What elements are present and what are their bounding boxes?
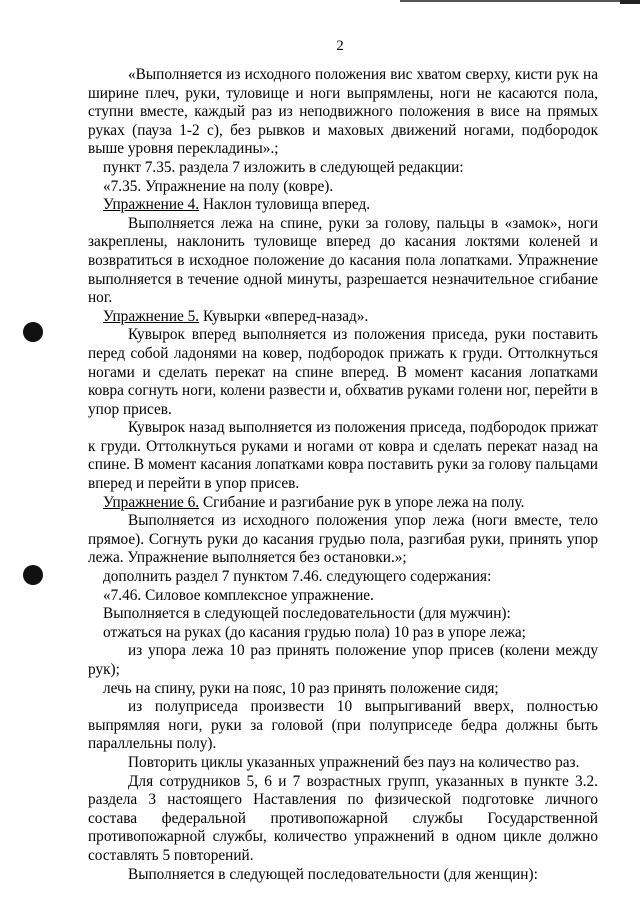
paragraph: Выполняется в следующей последовательности (для женщин): xyxy=(128,865,538,883)
paragraph: лечь на спину, руки на пояс, 10 раз принять положение сидя; xyxy=(103,679,499,697)
exercise-title: Сгибание и разгибание рук в упоре лежа на полу. xyxy=(199,493,525,511)
paragraph: из упора лежа 10 раз принять положение упор присев (колени между рук); xyxy=(88,642,598,678)
page-number: 2 xyxy=(336,38,344,54)
punch-hole-icon xyxy=(23,322,43,342)
exercise-heading xyxy=(88,494,598,513)
paragraph: Кувырок назад выполняется из положения приседа, подбородок прижат к груди. Оттолкнуться руками и ногами от ковра и сделать перекат назад на спине. В момент касания лопатками ковра поставить руки за голову пальцами вперед и перейти в упор присев. xyxy=(88,419,598,493)
scan-edge-line xyxy=(400,0,640,2)
exercise-heading xyxy=(88,308,598,327)
paragraph: Выполняется из исходного положения упор лежа (ноги вместе, тело прямое). Согнуть руки до касания грудью пола, разгибая руки, принять упор лежа. Упражнение выполняется без остановки.»; xyxy=(88,512,598,567)
paragraph: Повторить циклы указанных упражнений без пауз на количество раз. xyxy=(128,753,580,771)
exercise-number: Упражнение 4. xyxy=(103,196,200,214)
paragraph: «7.46. Силовое комплексное упражнение. xyxy=(103,586,374,604)
scan-edge-mark xyxy=(620,0,640,4)
paragraph: дополнить раздел 7 пунктом 7.46. следующего содержания: xyxy=(103,568,492,586)
document-body xyxy=(88,66,598,884)
paragraph: Кувырок вперед выполняется из положения приседа, руки поставить перед собой ладонями на ковер, подбородок прижать к груди. Оттолкнуться ногами и сделать перекат на спине вперед. В момент касания лопатками ковра согнуть ноги, колени развести и, обхватив руками голени ног, перейти в упор присев. xyxy=(88,326,598,418)
paragraph: «7.35. Упражнение на полу (ковре). xyxy=(103,177,334,195)
paragraph: Для сотрудников 5, 6 и 7 возрастных групп, указанных в пункте 3.2. раздела 3 настоящего Наставления по физической подготовке личного состава федеральной противопожарной службы Государственной противопожарной службы, количество упражнений в одном цикле должно составлять 5 повторений. xyxy=(88,772,598,864)
paragraph: пункт 7.35. раздела 7 изложить в следующей редакции: xyxy=(103,158,464,176)
punch-hole-icon xyxy=(23,565,43,585)
exercise-title: Кувырки «вперед-назад». xyxy=(199,307,369,325)
exercise-number: Упражнение 6. xyxy=(103,493,200,511)
paragraph: из полуприседа произвести 10 выпрыгиваний вверх, полностью выпрямляя ноги, руки за головой (при полуприседе бедра должны быть параллельны полу). xyxy=(88,698,598,753)
paragraph: Выполняется в следующей последовательности (для мужчин): xyxy=(103,605,511,623)
exercise-heading xyxy=(88,196,598,215)
exercise-number: Упражнение 5. xyxy=(103,307,200,325)
paragraph: отжаться на руках (до касания грудью пола) 10 раз в упоре лежа; xyxy=(103,623,526,641)
paragraph: Выполняется лежа на спине, руки за голову, пальцы в «замок», ноги закреплены, наклонить туловище вперед до касания локтями коленей и возвратиться в исходное положение до касания пола лопатками. Упражнение выполняется в течение одной минуты, разрешается незначительное сгибание ног. xyxy=(88,214,598,307)
paragraph: «Выполняется из исходного положения вис хватом сверху, кисти рук на ширине плеч, руки, туловище и ноги выпрямлены, ноги не касаются пола, ступни вместе, каждый раз из неподвижного положения в висе на прямых руках (пауза 1-2 с), без рывков и маховых движений ногами, подбородок выше уровня перекладины».; xyxy=(88,66,598,158)
exercise-title: Наклон туловища вперед. xyxy=(199,196,371,214)
